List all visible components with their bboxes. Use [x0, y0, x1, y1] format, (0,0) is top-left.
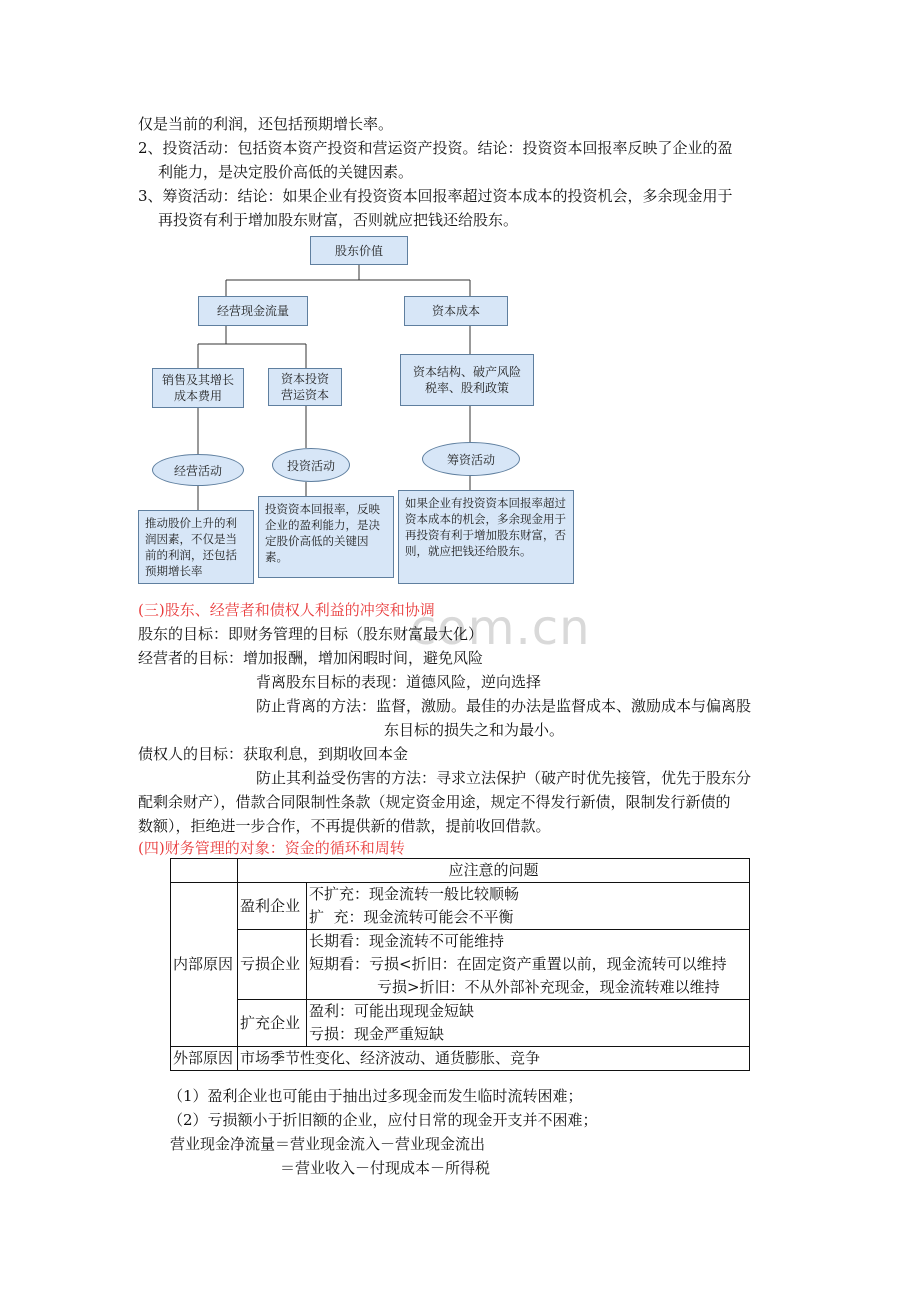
- section-4-heading: (四)财务管理的对象：资金的循环和周转: [138, 839, 405, 857]
- root-box-shareholder-value: 股东价值: [310, 236, 408, 265]
- expand-enterprise-cell: 扩充企业: [238, 1000, 307, 1047]
- creditor-protection-cont2: 数额），拒绝进一步合作，不再提供新的借款，提前收回借款。: [138, 817, 551, 835]
- box-capital-cost: 资本成本: [404, 296, 508, 326]
- box-sales-growth: 销售及其增长 成本费用: [152, 368, 244, 408]
- cash-flow-issues-table: [170, 858, 750, 1071]
- loss-gt-depreciation: 亏损>折旧：不从外部补充现金，现金流转难以维持: [377, 978, 720, 996]
- deviation-prevention-cont: 东目标的损失之和为最小。: [384, 721, 565, 739]
- note-2: （2）亏损额小于折旧额的企业，应付日常的现金开支并不困难；: [168, 1111, 598, 1129]
- intro-line-1: 仅是当前的利润，还包括预期增长率。: [138, 115, 394, 133]
- note-financing: 如果企业有投资资本回报率超过资本成本的机会，多余现金用于再投资有利于增加股东财富，否则，就应把钱还给股东。: [398, 490, 574, 584]
- box-capital-investment: 资本投资 营运资本: [268, 368, 342, 406]
- shareholder-goal: 股东的目标：即财务管理的目标（股东财富最大化）: [138, 625, 484, 643]
- section-3-heading: (三)股东、经营者和债权人利益的冲突和协调: [138, 601, 435, 619]
- internal-reasons-cell: 内部原因: [171, 883, 238, 1047]
- expand-loss: 亏损：现金严重短缺: [309, 1025, 445, 1043]
- intro-line-4: 3、筹资活动：结论：如果企业有投资资本回报率超过资本成本的投资机会，多余现金用于: [138, 187, 733, 205]
- loss-short-term: 短期看：亏损<折旧：在固定资产重置以前，现金流转可以维持: [309, 955, 727, 973]
- external-reasons-cell: 外部原因: [171, 1047, 238, 1071]
- manager-goal: 经营者的目标：增加报酬，增加闲暇时间，避免风险: [138, 649, 484, 667]
- external-reasons-details: 市场季节性变化、经济波动、通货膨胀、竞争: [238, 1047, 750, 1071]
- ellipse-operating-activities: 经营活动: [152, 454, 244, 486]
- formula-line-2: ＝营业收入－付现成本－所得税: [280, 1159, 491, 1177]
- note-investing: 投资资本回报率，反映企业的盈利能力，是决定股价高低的关键因素。: [258, 496, 394, 578]
- profit-no-expand: 不扩充：现金流转一般比较顺畅: [309, 885, 520, 903]
- creditor-goal: 债权人的目标：获取利息，到期收回本金: [138, 745, 409, 763]
- intro-line-3: 利能力，是决定股价高低的关键因素。: [158, 163, 414, 181]
- intro-line-2: 2、投资活动：包括资本资产投资和营运资产投资。结论：投资资本回报率反映了企业的盈: [138, 139, 733, 157]
- loss-long-term: 长期看：现金流转不可能维持: [309, 932, 505, 950]
- loss-enterprise-details: [307, 930, 750, 1000]
- deviation-prevention: 防止背离的方法：监督，激励。最佳的办法是监督成本、激励成本与偏离股: [256, 697, 752, 715]
- loss-enterprise-cell: 亏损企业: [238, 930, 307, 1000]
- profit-enterprise-cell: 盈利企业: [238, 883, 307, 930]
- creditor-protection: 防止其利益受伤害的方法：寻求立法保护（破产时优先接管，优先于股东分: [256, 769, 752, 787]
- profit-expand: 扩 充：现金流转可能会不平衡: [309, 908, 514, 926]
- profit-enterprise-details: [307, 883, 750, 930]
- box-operating-cash-flow: 经营现金流量: [198, 296, 308, 326]
- table-header: 应注意的问题: [238, 859, 750, 883]
- creditor-protection-cont1: 配剩余财产），借款合同限制性条款（规定资金用途，规定不得发行新债，限制发行新债的: [138, 793, 731, 811]
- deviation-behaviors: 背离股东目标的表现：道德风险，逆向选择: [256, 673, 542, 691]
- box-capital-structure: 资本结构、破产风险 税率、股利政策: [400, 354, 534, 406]
- expand-enterprise-details: [307, 1000, 750, 1047]
- note-1: （1）盈利企业也可能由于抽出过多现金而发生临时流转困难；: [168, 1087, 583, 1105]
- shareholder-value-diagram: [136, 234, 582, 588]
- ellipse-financing-activities: 筹资活动: [422, 442, 520, 476]
- ellipse-investing-activities: 投资活动: [272, 448, 350, 482]
- table-header-blank: [171, 859, 238, 883]
- note-operating: 推动股价上升的利润因素，不仅是当前的利润，还包括预期增长率: [138, 510, 254, 584]
- intro-line-5: 再投资有利于增加股东财富，否则就应把钱还给股东。: [158, 211, 519, 229]
- formula-line-1: 营业现金净流量＝营业现金流入－营业现金流出: [170, 1135, 486, 1153]
- expand-profit: 盈利：可能出现现金短缺: [309, 1002, 475, 1020]
- watermark: com.cn: [410, 600, 591, 656]
